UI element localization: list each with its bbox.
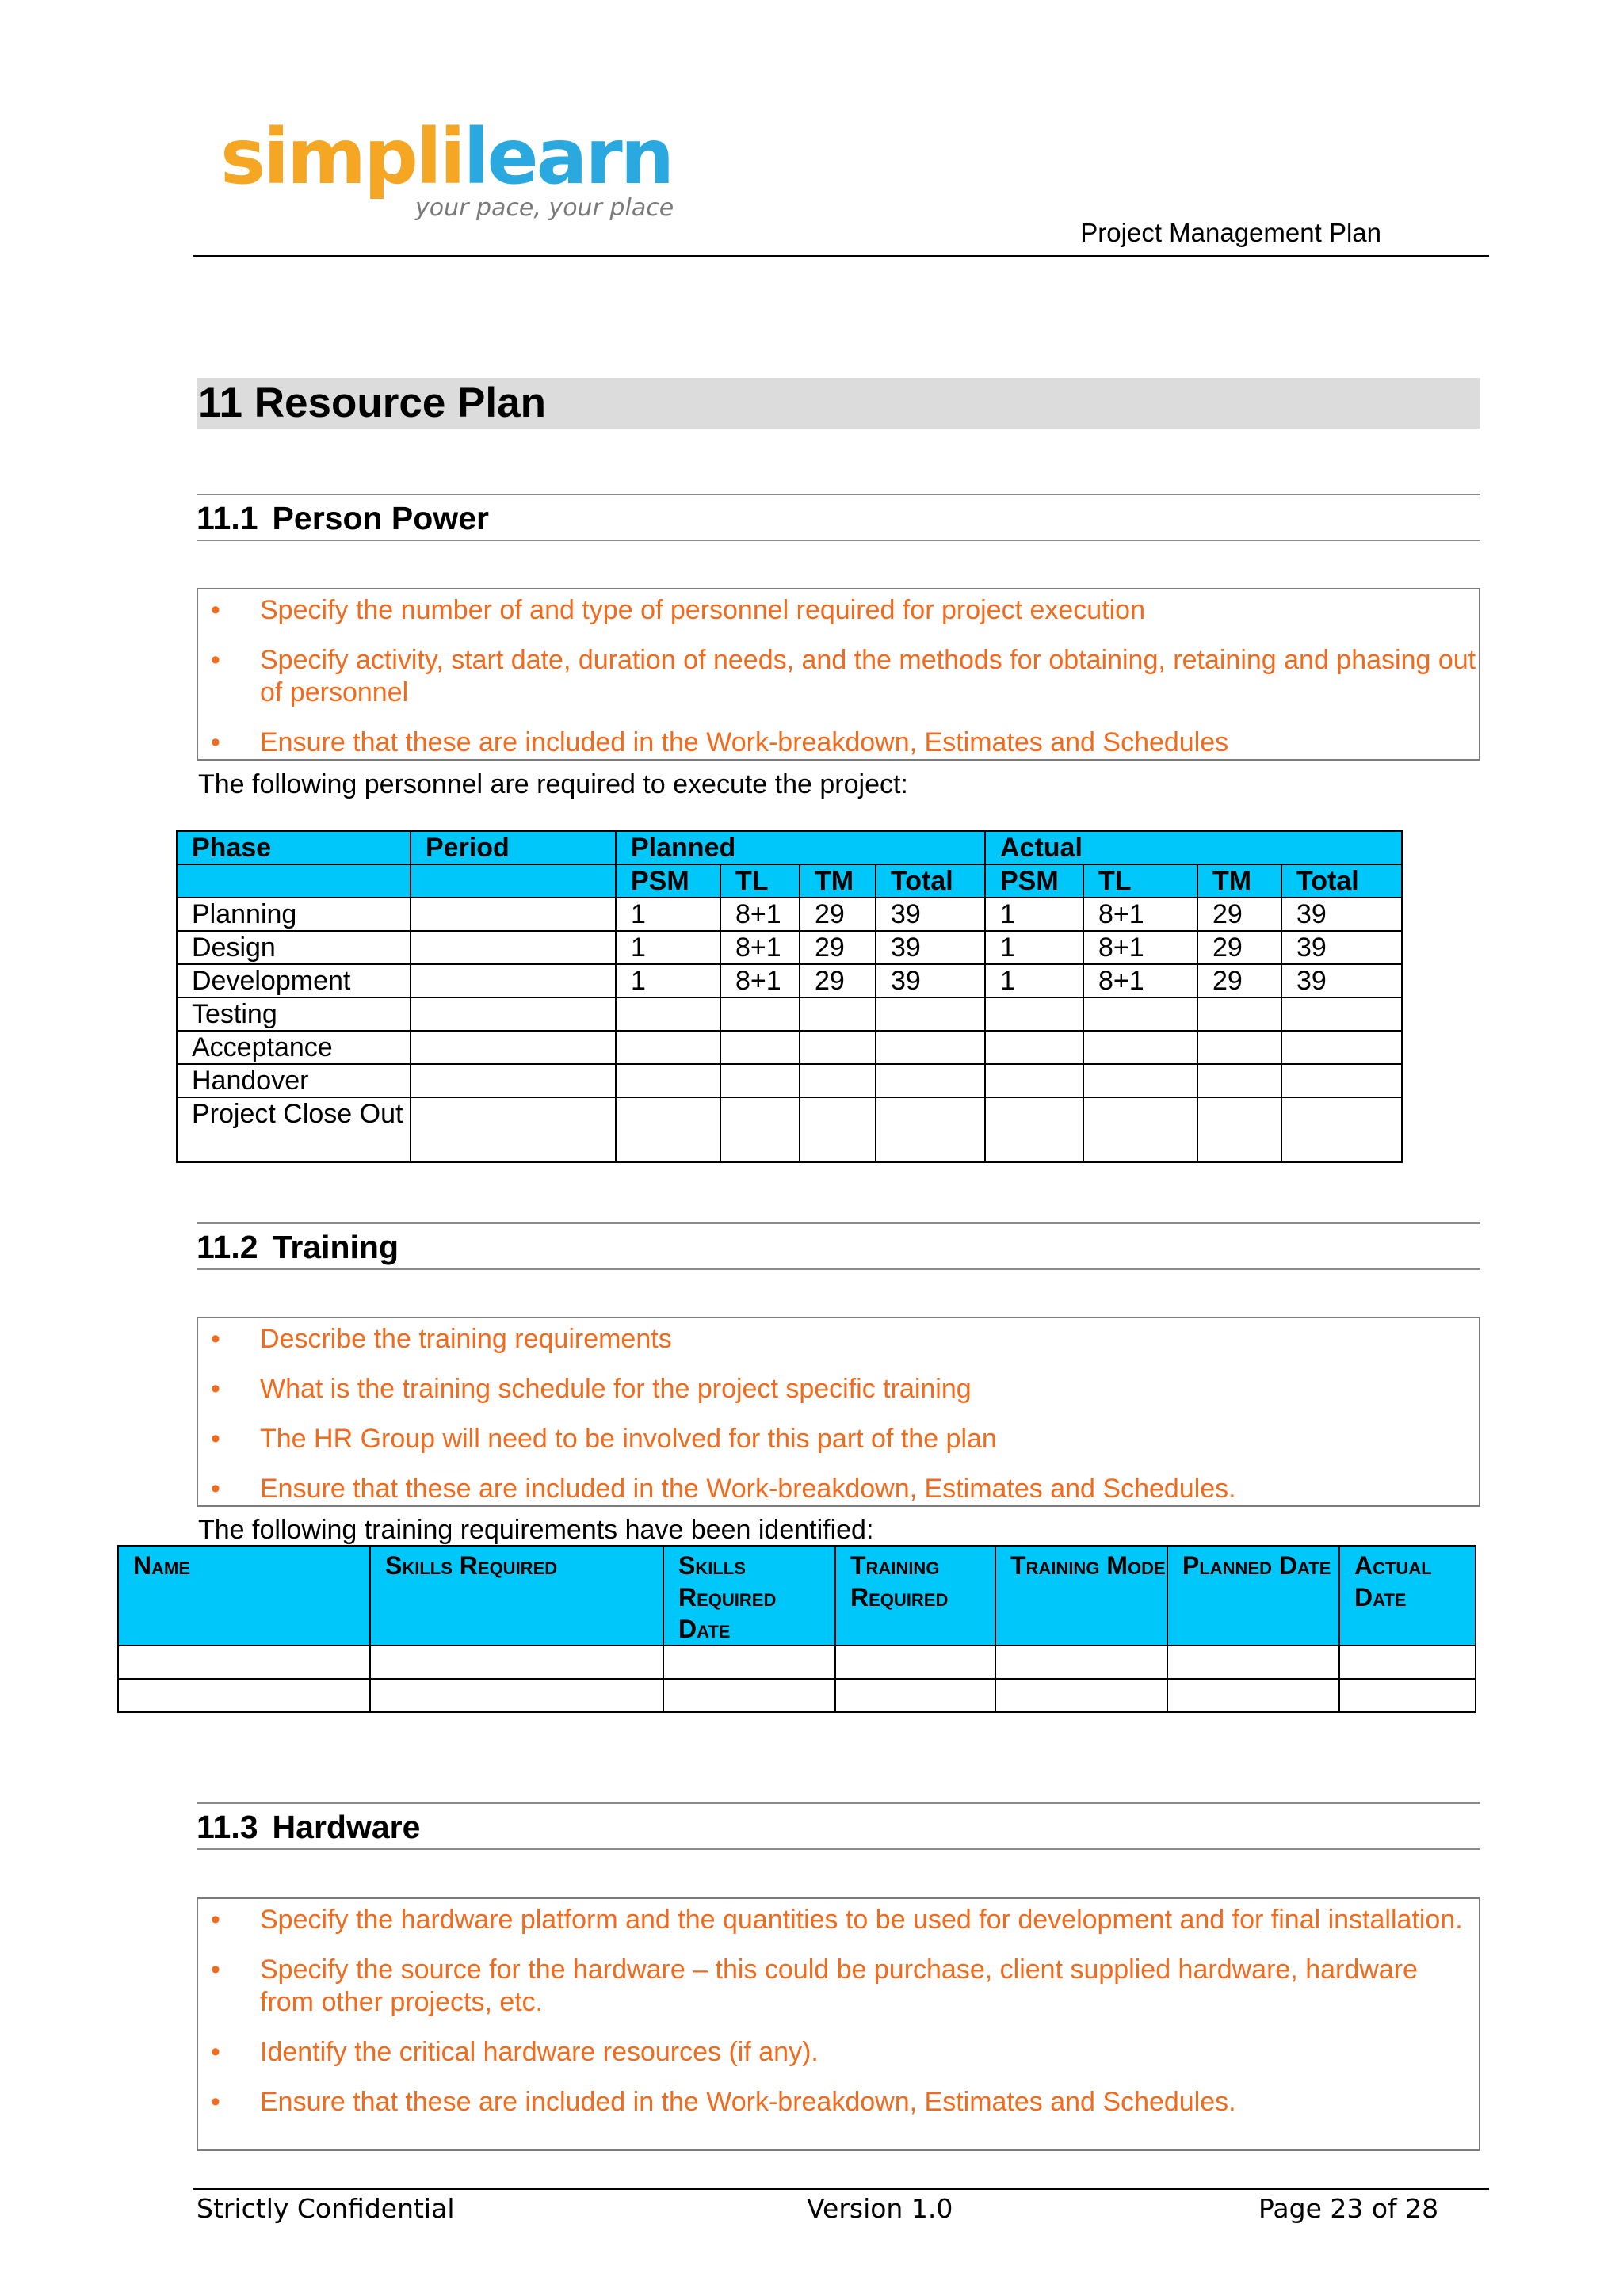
training-intro: The following training requirements have been identified: bbox=[198, 1515, 874, 1545]
subheader-planned-tm: TM bbox=[800, 864, 876, 898]
list-item: • Specify the hardware platform and the quantities to be used for development and for final installation. bbox=[198, 1904, 1479, 1936]
subheader-blank bbox=[177, 864, 411, 898]
table-row: Design 1 8+1 29 39 1 8+1 29 39 bbox=[177, 931, 1402, 964]
col-header-period: Period bbox=[411, 831, 616, 864]
col-header-skills-required: Skills Required bbox=[370, 1546, 663, 1646]
subheader-actual-tl: TL bbox=[1083, 864, 1197, 898]
list-item: • The HR Group will need to be involved for this part of the plan bbox=[198, 1423, 1479, 1455]
col-header-planned: Planned bbox=[616, 831, 985, 864]
subsection-heading-person-power: 11.1 Person Power bbox=[197, 494, 1480, 541]
list-item: • Ensure that these are included in the Work-breakdown, Estimates and Schedules. bbox=[198, 2086, 1479, 2119]
list-item: • Specify activity, start date, duration of needs, and the methods for obtaining, retaining and phasing out of personnel bbox=[198, 644, 1479, 709]
list-item: • Specify the number of and type of personnel required for project execution bbox=[198, 594, 1479, 627]
table-row: Handover bbox=[177, 1064, 1402, 1097]
person-power-intro: The following personnel are required to execute the project: bbox=[198, 769, 908, 799]
subheader-actual-total: Total bbox=[1281, 864, 1402, 898]
col-header-training-required: Training Required bbox=[835, 1546, 995, 1646]
table-row bbox=[118, 1679, 1476, 1712]
footer-confidential: Strictly Confidential bbox=[197, 2193, 455, 2224]
subheader-planned-psm: PSM bbox=[616, 864, 720, 898]
col-header-phase: Phase bbox=[177, 831, 411, 864]
document-title: Project Management Plan bbox=[1080, 218, 1381, 247]
list-item: • Ensure that these are included in the Work-breakdown, Estimates and Schedules bbox=[198, 727, 1479, 759]
list-item: • Describe the training requirements bbox=[198, 1323, 1479, 1356]
col-header-name: Name bbox=[118, 1546, 370, 1646]
section-heading-resource-plan: 11 Resource Plan bbox=[197, 378, 1480, 429]
subheader-planned-total: Total bbox=[876, 864, 985, 898]
person-power-instructions bbox=[197, 588, 1480, 761]
logo-tagline: your pace, your place bbox=[415, 194, 674, 222]
subheader-actual-psm: PSM bbox=[985, 864, 1083, 898]
list-item: • What is the training schedule for the project specific training bbox=[198, 1373, 1479, 1405]
training-table bbox=[117, 1545, 1476, 1713]
training-instructions bbox=[197, 1317, 1480, 1507]
footer-rule bbox=[193, 2188, 1489, 2190]
subheader-actual-tm: TM bbox=[1197, 864, 1281, 898]
person-power-table bbox=[176, 830, 1403, 1163]
subsection-heading-hardware: 11.3 Hardware bbox=[197, 1802, 1480, 1850]
col-header-actual: Actual bbox=[985, 831, 1402, 864]
company-logo bbox=[220, 113, 674, 230]
logo-wordmark: simplilearn bbox=[220, 113, 673, 201]
header-rule bbox=[193, 255, 1489, 257]
col-header-training-mode: Training Mode bbox=[995, 1546, 1167, 1646]
table-row bbox=[118, 1646, 1476, 1679]
subheader-planned-tl: TL bbox=[720, 864, 800, 898]
list-item: • Specify the source for the hardware – this could be purchase, client supplied hardware, hardware from other projects, etc. bbox=[198, 1954, 1479, 2019]
subheader-blank bbox=[411, 864, 616, 898]
footer-page-number: Page 23 of 28 bbox=[1258, 2193, 1439, 2224]
subsection-heading-training: 11.2 Training bbox=[197, 1222, 1480, 1270]
col-header-actual-date: Actual Date bbox=[1339, 1546, 1476, 1646]
table-row: Testing bbox=[177, 997, 1402, 1031]
table-row: Planning 1 8+1 29 39 1 8+1 29 39 bbox=[177, 898, 1402, 931]
list-item: • Ensure that these are included in the Work-breakdown, Estimates and Schedules. bbox=[198, 1473, 1479, 1505]
col-header-skills-required-date: Skills Required Date bbox=[663, 1546, 835, 1646]
table-row: Development 1 8+1 29 39 1 8+1 29 39 bbox=[177, 964, 1402, 997]
list-item: • Identify the critical hardware resources (if any). bbox=[198, 2036, 1479, 2069]
col-header-planned-date: Planned Date bbox=[1167, 1546, 1339, 1646]
footer-version: Version 1.0 bbox=[807, 2193, 953, 2224]
hardware-instructions bbox=[197, 1897, 1480, 2151]
table-row: Acceptance bbox=[177, 1031, 1402, 1064]
table-row: Project Close Out bbox=[177, 1097, 1402, 1162]
